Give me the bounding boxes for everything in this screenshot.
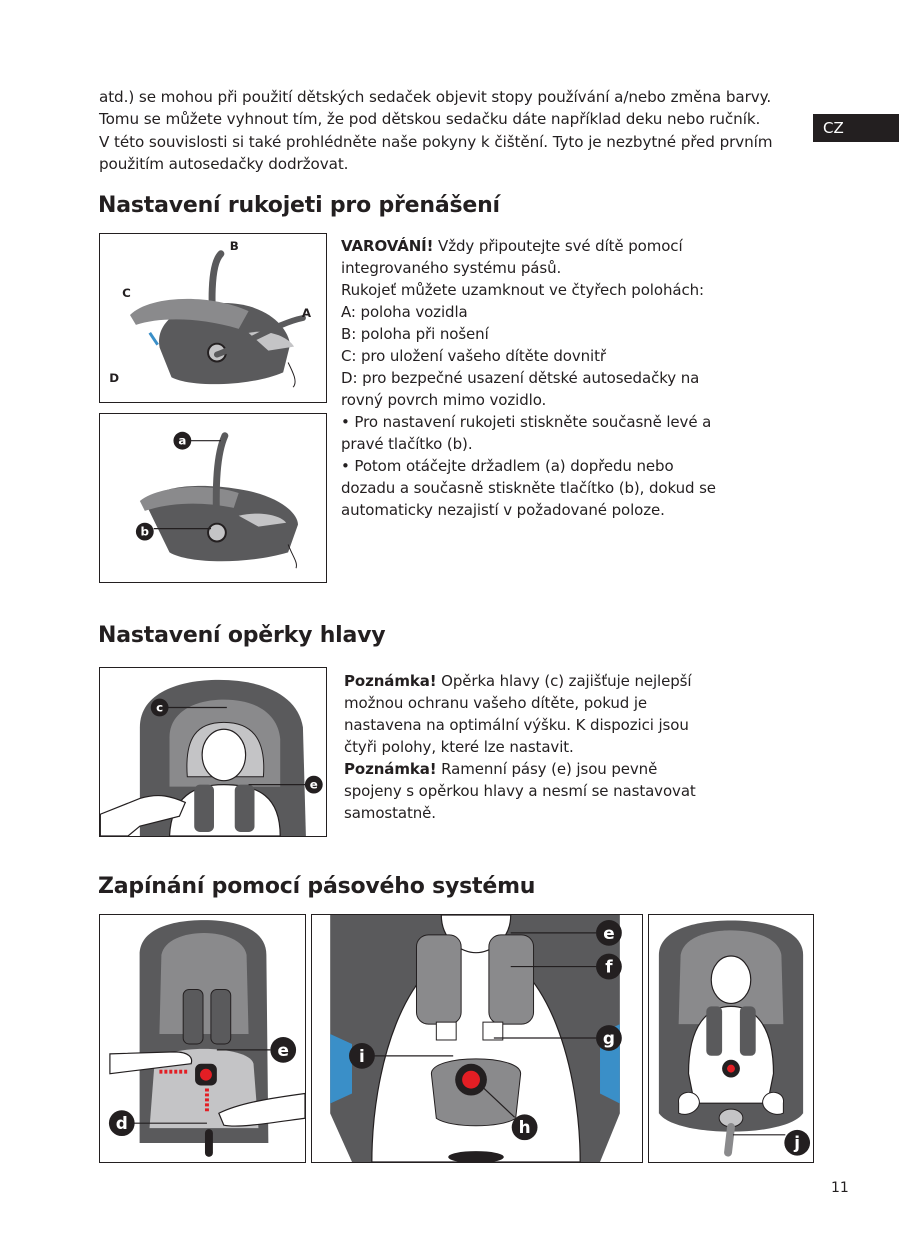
intro-line: atd.) se mohou při použití dětských sedaček objevit stopy používání a/nebo změna barvy. <box>99 88 772 106</box>
label-i: i <box>359 1045 365 1066</box>
label-b: b <box>140 524 150 539</box>
blue-side-left <box>330 1034 352 1103</box>
strap-right <box>211 989 231 1043</box>
page-number: 11 <box>831 1180 849 1196</box>
label-g: g <box>602 1027 615 1048</box>
label-c: c <box>156 700 164 715</box>
label-C: C <box>122 286 131 301</box>
language-tab: CZ <box>813 114 899 142</box>
shoulder-pad-right <box>489 935 534 1024</box>
note-label: Poznámka! <box>344 760 437 778</box>
harness-unbuckle-illustration <box>100 915 305 1162</box>
harness-figure-1 <box>99 914 306 1163</box>
headrest-notes <box>344 670 714 824</box>
instruction-line: B: poloha při nošení <box>341 325 489 343</box>
warning-text: Vždy připoutejte své dítě pomocí integrovaného systému pásů. <box>341 237 683 277</box>
note-label: Poznámka! <box>344 672 437 690</box>
label-j: j <box>794 1132 801 1153</box>
strap-line <box>288 362 295 387</box>
buckle-button <box>200 1069 212 1081</box>
buckle-button <box>462 1071 480 1089</box>
harness-figure-2 <box>311 914 643 1163</box>
adjuster-strap <box>728 1127 731 1153</box>
note-paragraph <box>344 758 714 824</box>
note-paragraph <box>344 670 714 758</box>
strap-left <box>706 1006 722 1055</box>
intro-line: Tomu se můžete vyhnout tím, že pod dětskou sedačku dáte například deku nebo ručník. <box>99 110 761 129</box>
label-d: d <box>115 1113 128 1134</box>
headrest-illustration <box>100 668 326 836</box>
instruction-line: • Potom otáčejte držadlem (a) dopředu nebo dozadu a současně stiskněte tlačítko (b), dokud se automaticky nezajistí v požadované poloze. <box>341 457 716 519</box>
harness-buckled-illustration <box>649 915 813 1162</box>
instruction-line: D: pro bezpečné usazení dětské autosedačky na rovný povrch mimo vozidlo. <box>341 369 700 409</box>
intro-line: V této souvislosti si také prohlédněte naše pokyny k čištění. Tyto je nezbytné před prvním <box>99 132 773 151</box>
note-text: Opěrka hlavy (c) zajišťuje nejlepší možnou ochranu vašeho dítěte, pokud je nastavena na optimální výšku. K dispozici jsou čtyři polohy, které lze nastavit. <box>344 672 692 756</box>
shoulder-strap-left <box>194 785 214 832</box>
instruction-line: Rukojeť můžete uzamknout ve čtyřech polohách: <box>341 281 704 299</box>
handle-positions-figure <box>99 233 327 403</box>
handle-button <box>208 524 226 542</box>
label-a: a <box>178 433 187 448</box>
label-e: e <box>603 922 615 943</box>
intro-paragraph <box>99 86 814 176</box>
strap-left <box>183 989 203 1043</box>
handle-instructions <box>341 235 721 521</box>
label-f: f <box>605 956 613 977</box>
label-e: e <box>277 1039 289 1060</box>
harness-figure-3 <box>648 914 814 1163</box>
buckle-tongue-right <box>483 1022 503 1040</box>
instruction-line: • Pro nastavení rukojeti stiskněte současně levé a pravé tlačítko (b). <box>341 413 712 453</box>
blue-accent <box>150 333 158 345</box>
buckle-tongue-left <box>436 1022 456 1040</box>
shoulder-strap-right <box>235 785 255 832</box>
label-B: B <box>229 238 239 253</box>
instruction-line: C: pro uložení vašeho dítěte dovnitř <box>341 347 606 365</box>
label-h: h <box>518 1117 531 1138</box>
note-text: Ramenní pásy (e) jsou pevně spojeny s opěrkou hlavy a nesmí se nastavovat samostatně. <box>344 760 696 822</box>
section-title-handle: Nastavení rukojeti pro přenášení <box>98 193 500 218</box>
section-title-headrest: Nastavení opěrky hlavy <box>98 623 386 648</box>
warning-paragraph <box>341 235 721 279</box>
headrest-figure <box>99 667 327 837</box>
label-e: e <box>309 777 318 792</box>
strap-line <box>288 544 296 568</box>
warning-label: VAROVÁNÍ! <box>341 237 434 255</box>
shoulder-pad-left <box>416 935 461 1024</box>
harness-detail-illustration <box>312 915 642 1162</box>
child-head <box>202 729 245 780</box>
buckle-button <box>727 1065 735 1073</box>
section-title-harness: Zapínání pomocí pásového systému <box>98 874 536 899</box>
handle-adjust-figure <box>99 413 327 583</box>
label-D: D <box>109 371 120 386</box>
label-A: A <box>301 306 312 321</box>
strap-right <box>740 1006 756 1055</box>
instruction-line: A: poloha vozidla <box>341 303 468 321</box>
handle-positions-illustration <box>100 234 326 402</box>
handle-adjust-illustration <box>100 414 326 582</box>
headrest <box>159 933 248 1034</box>
intro-line: použitím autosedačky dodržovat. <box>99 155 349 174</box>
child-head <box>711 956 751 1003</box>
child-body <box>689 1006 774 1103</box>
